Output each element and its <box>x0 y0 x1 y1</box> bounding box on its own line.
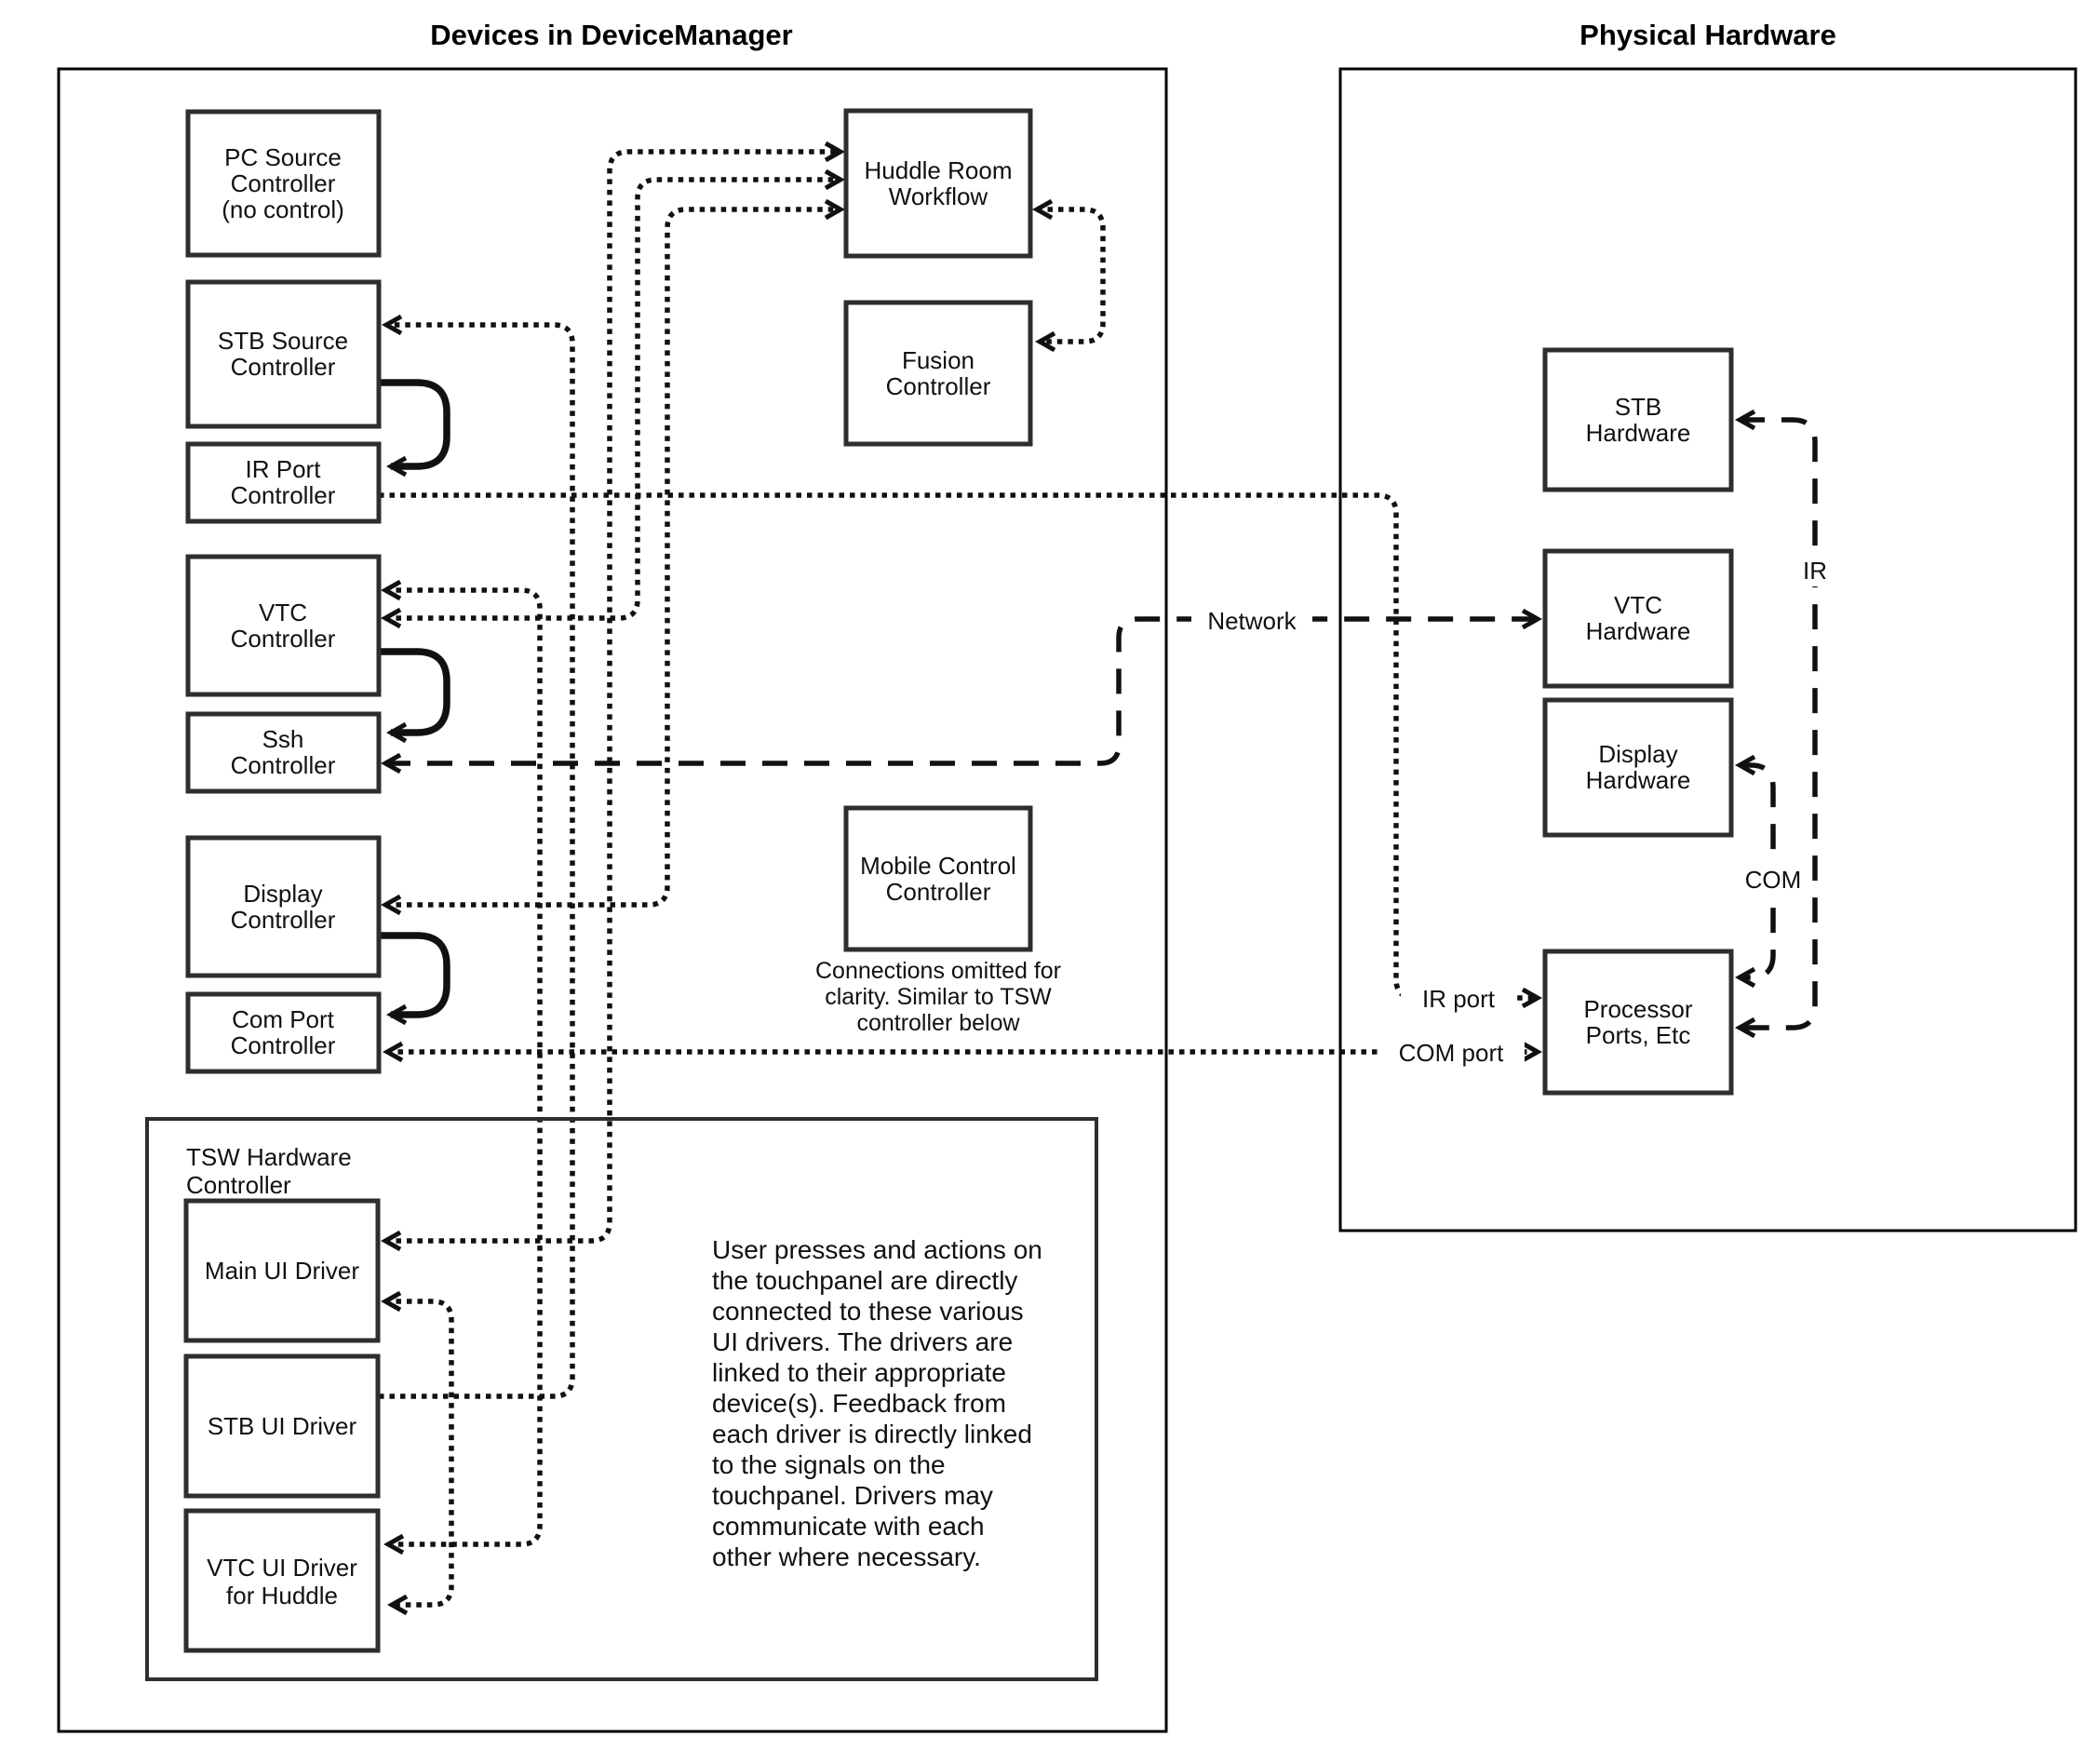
node-com-port-controller <box>188 994 379 1071</box>
network-label <box>1191 603 1312 637</box>
stb-hardware-line-1: STB <box>1614 393 1662 421</box>
tsw-note-line-10: communicate with each <box>712 1512 985 1541</box>
ir-port-line-2: Controller <box>230 481 336 509</box>
vtc-hardware-line-1: VTC <box>1614 591 1662 619</box>
mobile-line-1: Mobile Control <box>860 852 1016 880</box>
node-stb-hardware <box>1545 350 1731 490</box>
processor-ports-line-1: Processor <box>1583 995 1693 1023</box>
display-line-2: Controller <box>230 906 336 934</box>
com-port-line-2: Controller <box>230 1031 336 1059</box>
vtc-hardware-line-2: Hardware <box>1585 617 1691 645</box>
mobile-note-line-2: clarity. Similar to TSW <box>825 984 1052 1010</box>
node-processor-ports <box>1545 951 1731 1093</box>
tsw-note-line-4: UI drivers. The drivers are <box>712 1327 1014 1356</box>
tsw-note-line-9: touchpanel. Drivers may <box>712 1481 993 1510</box>
vtc-ui-driver-line-2: for Huddle <box>226 1582 338 1609</box>
display-hardware-line-2: Hardware <box>1585 766 1691 794</box>
mobile-note-line-1: Connections omitted for <box>814 958 1062 984</box>
display-hardware-line-1: Display <box>1598 740 1678 768</box>
ir-port-label <box>1401 981 1517 1015</box>
processor-ports-line-2: Ports, Etc <box>1585 1021 1691 1049</box>
node-pc-source-controller <box>188 112 379 255</box>
node-stb-source-controller <box>188 282 379 426</box>
ssh-line-2: Controller <box>230 751 336 779</box>
stb-source-line-1: STB Source <box>217 327 349 355</box>
com-label-text: COM <box>1744 866 1802 894</box>
node-ssh-controller <box>188 714 379 791</box>
tsw-note-line-8: to the signals on the <box>712 1450 946 1479</box>
tsw-note-line-1: User presses and actions on <box>712 1235 1042 1264</box>
pc-source-line-1: PC Source <box>224 143 342 171</box>
ir-label-text: IR <box>1803 557 1827 585</box>
com-port-label <box>1378 1035 1525 1069</box>
node-stb-ui-driver <box>186 1356 378 1496</box>
stb-source-line-2: Controller <box>230 353 336 381</box>
node-fusion-controller <box>846 303 1030 444</box>
tsw-note-line-6: device(s). Feedback from <box>712 1389 1006 1418</box>
fusion-line-2: Controller <box>885 372 991 400</box>
node-vtc-hardware <box>1545 551 1731 686</box>
node-huddle-room-workflow <box>846 111 1030 256</box>
com-label <box>1737 860 1809 895</box>
node-ir-port-controller <box>188 444 379 521</box>
com-port-label-text: COM port <box>1398 1039 1504 1067</box>
ssh-line-1: Ssh <box>262 725 304 753</box>
stb-ui-driver-label: STB UI Driver <box>207 1412 357 1440</box>
com-port-line-1: Com Port <box>232 1005 334 1033</box>
device-manager-title: Devices in DeviceManager <box>430 19 793 51</box>
vtc-ui-driver-line-1: VTC UI Driver <box>207 1554 357 1582</box>
pc-source-line-3: (no control) <box>222 195 344 223</box>
huddle-line-1: Huddle Room <box>864 156 1013 184</box>
tsw-note-line-2: the touchpanel are directly <box>712 1266 1018 1295</box>
tsw-note-line-7: each driver is directly linked <box>712 1420 1032 1448</box>
ir-port-line-1: IR Port <box>245 455 321 483</box>
stb-hardware-line-2: Hardware <box>1585 419 1691 447</box>
display-line-1: Display <box>243 880 323 908</box>
tsw-label-line-2: Controller <box>186 1171 291 1199</box>
tsw-note-line-11: other where necessary. <box>712 1542 981 1571</box>
node-vtc-ui-driver <box>186 1511 378 1650</box>
tsw-note-line-3: connected to these various <box>712 1297 1024 1326</box>
node-mobile-control-controller <box>846 808 1030 949</box>
pc-source-line-2: Controller <box>230 169 336 197</box>
vtc-line-2: Controller <box>230 625 336 653</box>
fusion-line-1: Fusion <box>901 346 975 374</box>
huddle-line-2: Workflow <box>888 182 988 210</box>
node-display-hardware <box>1545 700 1731 835</box>
mobile-note-line-3: controller below <box>856 1010 1020 1036</box>
ir-port-label-text: IR port <box>1421 985 1496 1013</box>
tsw-note-line-5: linked to their appropriate <box>712 1358 1006 1387</box>
physical-hardware-title: Physical Hardware <box>1579 19 1836 51</box>
vtc-line-1: VTC <box>259 599 307 626</box>
node-vtc-controller <box>188 557 379 694</box>
tsw-label-line-1: TSW Hardware <box>186 1143 352 1171</box>
ir-label <box>1793 551 1837 586</box>
node-main-ui-driver <box>186 1201 378 1340</box>
main-ui-driver-label: Main UI Driver <box>204 1257 360 1285</box>
node-display-controller <box>188 838 379 976</box>
mobile-line-2: Controller <box>885 878 991 906</box>
network-label-text: Network <box>1207 607 1297 635</box>
